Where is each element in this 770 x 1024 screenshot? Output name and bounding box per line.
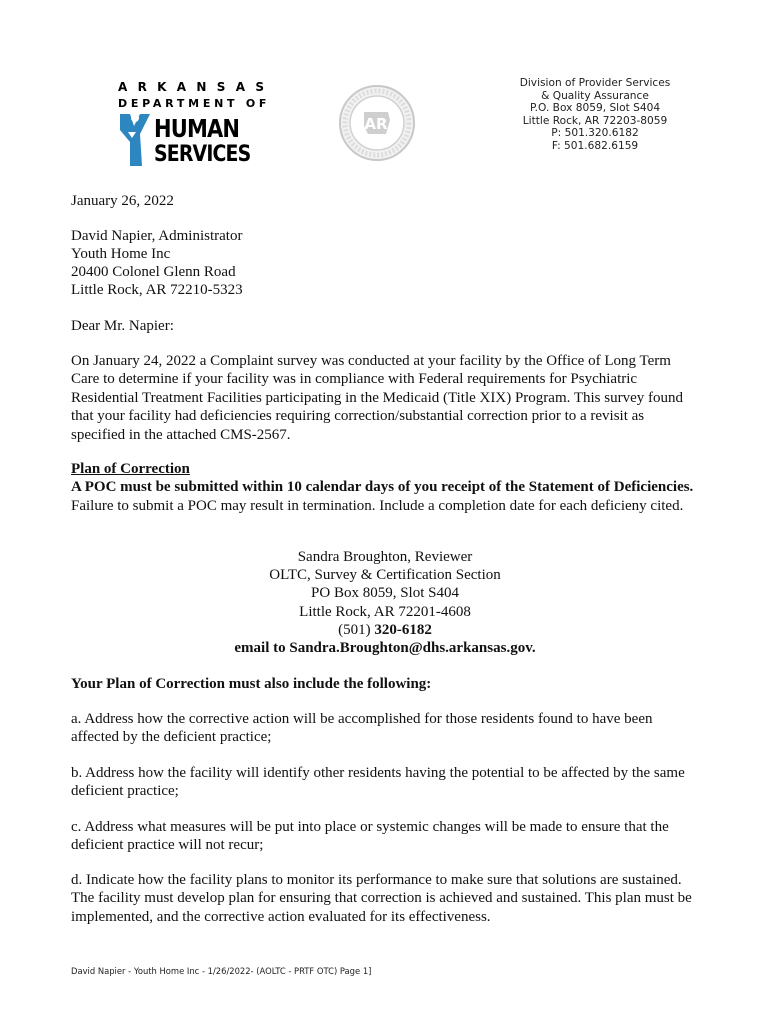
body-paragraph xyxy=(71,352,701,444)
salutation: Dear Mr. Napier: xyxy=(71,318,174,334)
phone-area: (501) xyxy=(338,621,375,638)
reviewer-name: Sandra Broughton, Reviewer xyxy=(297,549,473,565)
poc-section xyxy=(71,460,701,515)
division-line: Division of Provider Services xyxy=(519,77,671,89)
poc-deadline: A POC must be submitted within 10 calendar days of you receipt of the Statement of Deficiencies. xyxy=(71,479,694,496)
division-address xyxy=(495,77,695,153)
logo-line-services: SERVICES xyxy=(154,142,251,167)
page-footer: David Napier - Youth Home Inc - 1/26/2022- (AOLTC - PRTF OTC) Page 1] xyxy=(71,966,372,976)
item-a xyxy=(71,710,701,747)
reviewer-box: PO Box 8059, Slot S404 xyxy=(311,585,459,602)
item-b xyxy=(71,764,701,801)
division-line: F: 501.682.6159 xyxy=(551,139,639,152)
division-line: P.O. Box 8059, Slot S404 xyxy=(529,102,661,115)
person-figure-icon xyxy=(116,112,154,168)
recipient-line: Youth Home Inc xyxy=(71,246,171,262)
reviewer-email: email to Sandra.Broughton@dhs.arkansas.gov. xyxy=(234,640,536,657)
reviewer-block xyxy=(120,548,650,657)
include-heading: Your Plan of Correction must also include the following: xyxy=(71,676,432,692)
dhs-logo xyxy=(116,80,275,168)
letter-date: January 26, 2022 xyxy=(71,193,174,209)
item-c-text: c. Address what measures will be put into place or systemic changes will be made to ensure that the deficient practice will not recur; xyxy=(71,819,669,854)
item-d-text: d. Indicate how the facility plans to monitor its performance to make sure that solutions are sustained. The facility must develop plan for ensuring that correction is achieved and sustained. This plan must be implemented, and the corrective action evaluated for its effectiveness. xyxy=(71,872,692,925)
reviewer-city: Little Rock, AR 72201-4608 xyxy=(299,603,471,620)
item-c xyxy=(71,818,701,855)
logo-line-arkansas: ARKANSAS xyxy=(118,80,275,94)
item-d xyxy=(71,871,701,926)
reviewer-phone xyxy=(120,621,650,639)
recipient-line: David Napier, Administrator xyxy=(71,228,243,244)
phone-number: 320-6182 xyxy=(374,621,432,638)
item-a-text: a. Address how the corrective action will be accomplished for those residents found to have been affected by the deficient practice; xyxy=(71,711,653,746)
item-b-text: b. Address how the facility will identify other residents having the potential to be affected by the same deficient practice; xyxy=(71,765,685,800)
division-line: Little Rock, AR 72203-8059 xyxy=(522,114,668,127)
body-text: On January 24, 2022 a Complaint survey was conducted at your facility by the Office of Long Term Care to determine if your facility was in compliance with Federal requirements for Psychiatric Residential Treatment Facilities participating in the Medicaid (Title XIX) Program. This survey found that your facility had deficiencies requiring correction/substantial correction prior to a revisit as specified in the attached CMS-2567. xyxy=(71,353,683,443)
recipient-line: 20400 Colonel Glenn Road xyxy=(71,264,236,280)
logo-line-department: DEPARTMENT OF xyxy=(118,97,271,110)
poc-instructions: Failure to submit a POC may result in termination. Include a completion date for each deficieny cited. xyxy=(71,497,684,514)
reviewer-section: OLTC, Survey & Certification Section xyxy=(269,567,501,584)
svg-text:AR: AR xyxy=(364,115,388,133)
division-line: & Quality Assurance xyxy=(541,89,649,102)
poc-heading: Plan of Correction xyxy=(71,461,190,477)
logo-line-human: HUMAN xyxy=(154,114,240,143)
recipient-line: Little Rock, AR 72210-5323 xyxy=(71,282,243,298)
state-seal-icon xyxy=(338,84,416,162)
division-line: P: 501.320.6182 xyxy=(551,127,639,140)
